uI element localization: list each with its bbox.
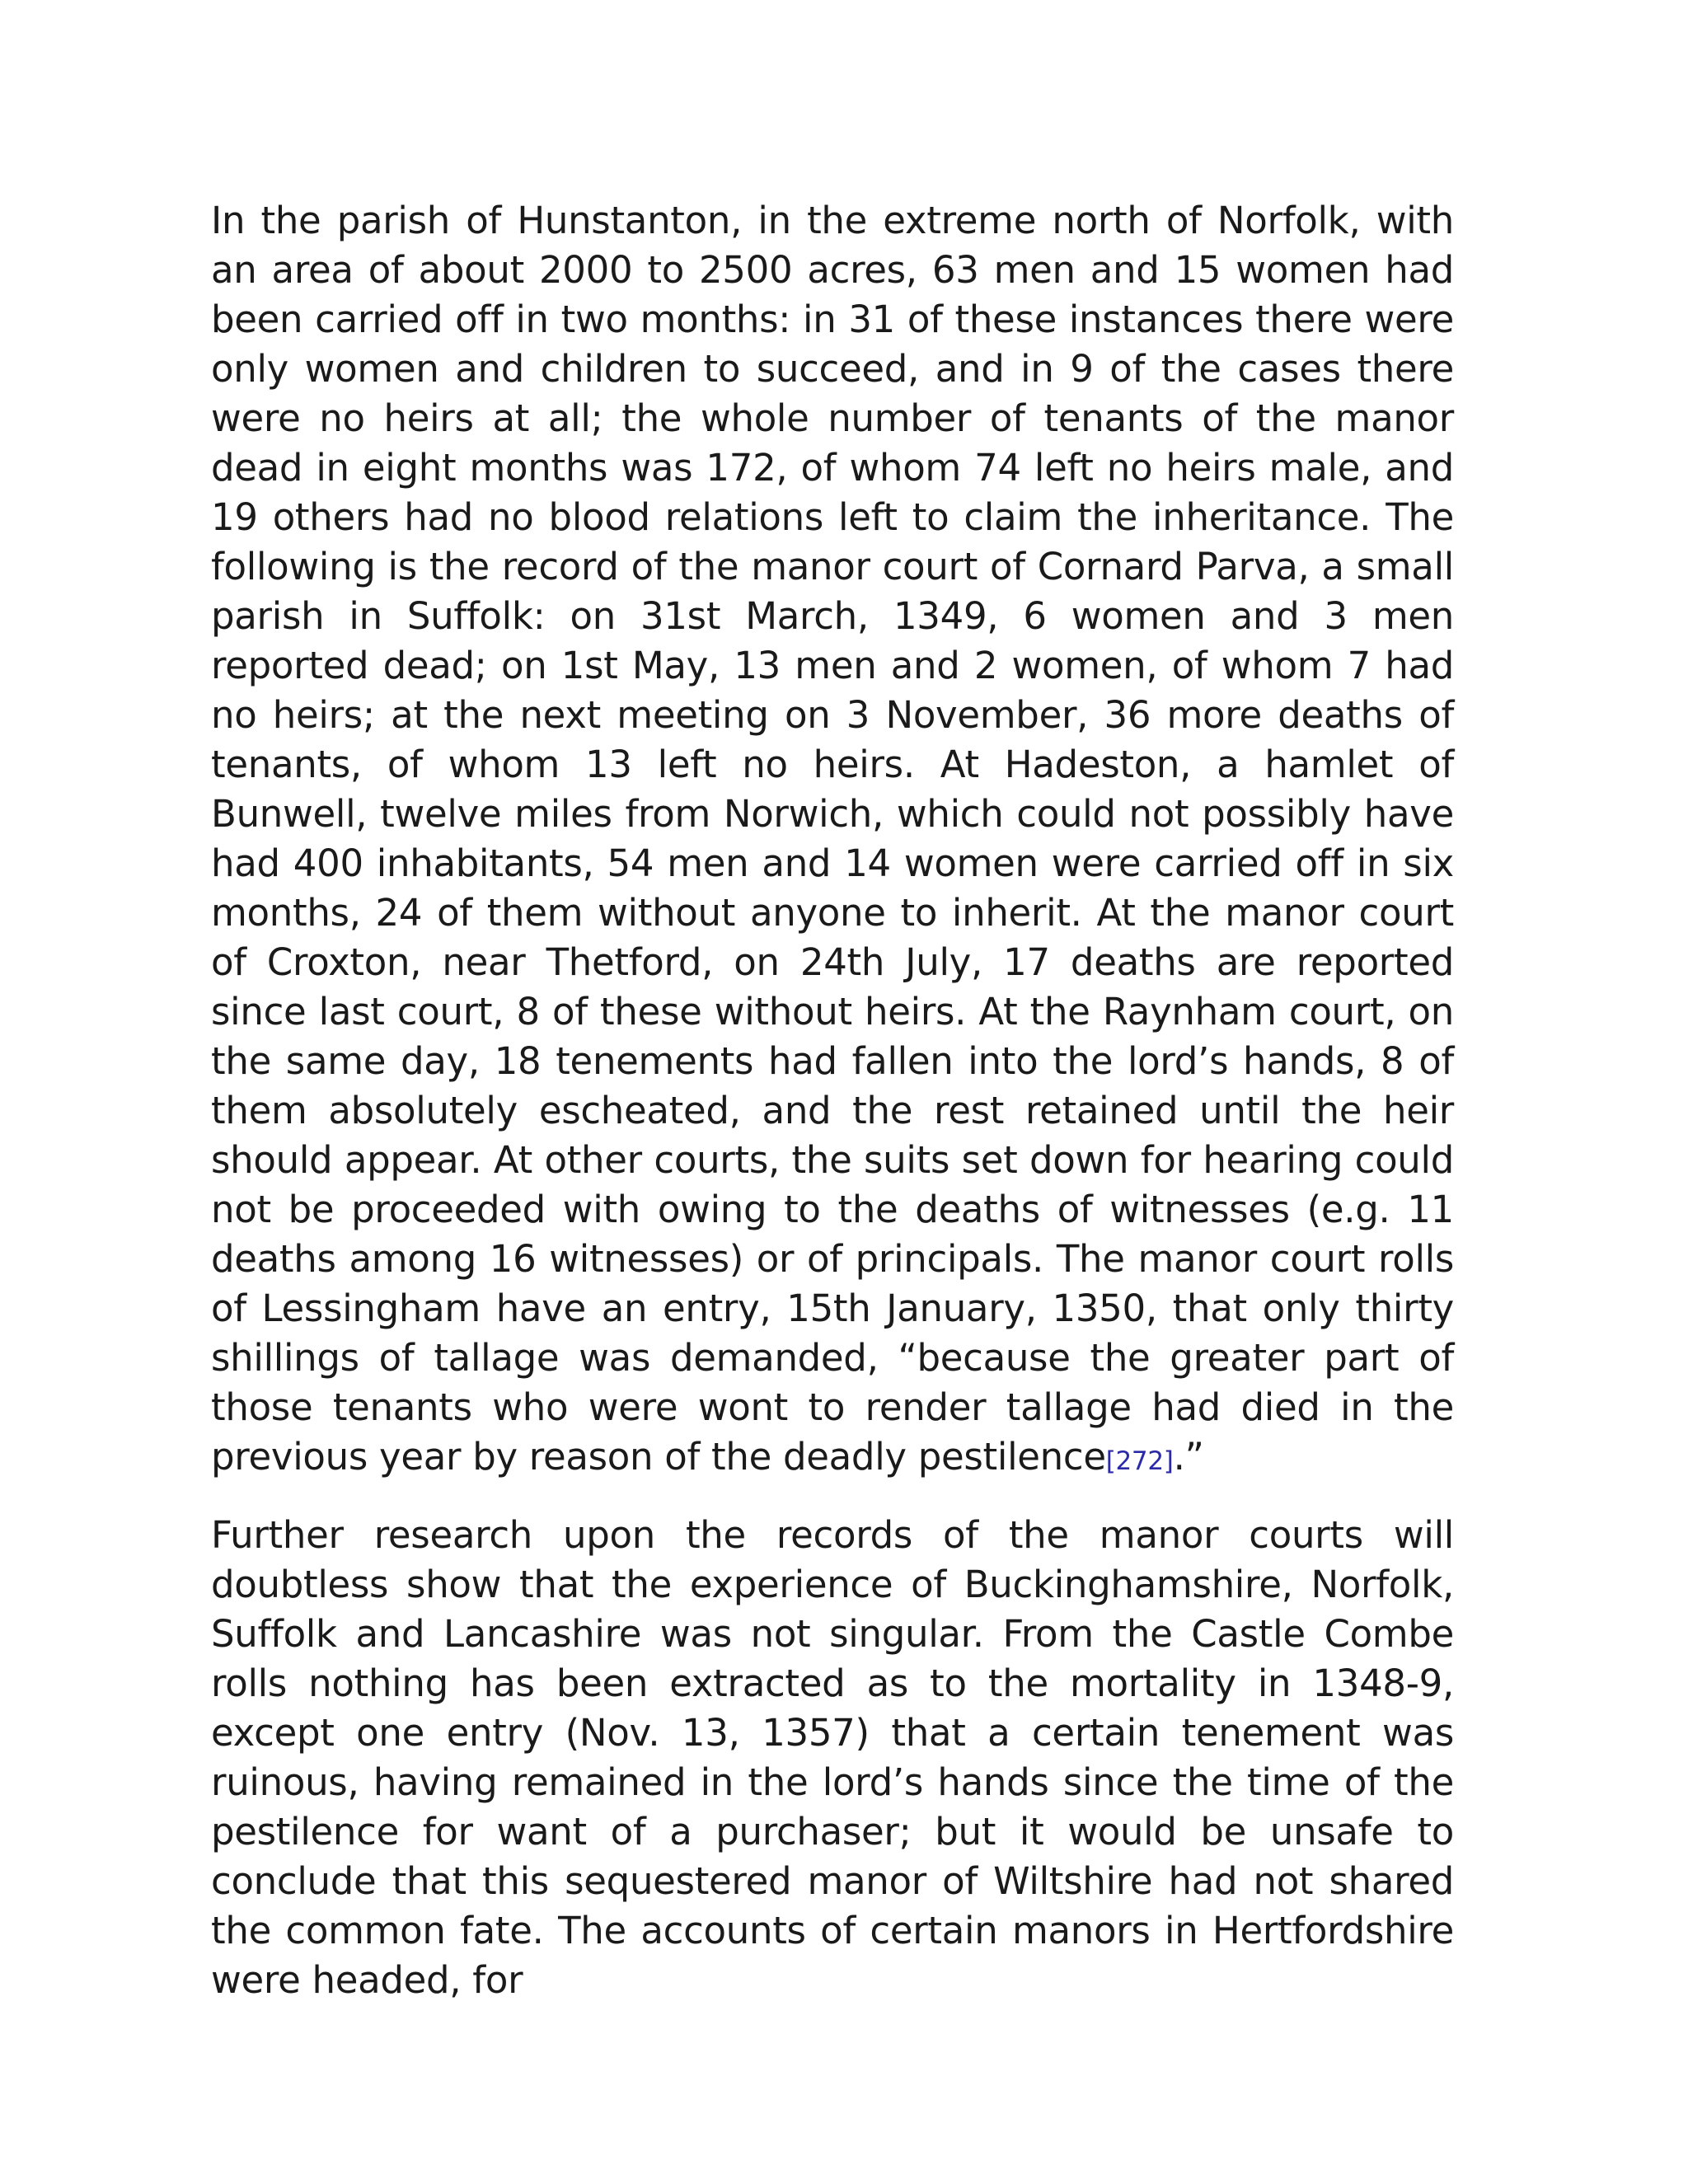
paragraph-1-text: In the parish of Hunstanton, in the extreme north of Norfolk, with an area of about 2000 to 2500 acres, 63 men and 15 women had been carried off in two months: in 31 of these instances there were only women and children to succeed, and in 9 of the cases there were no heirs at all; the whole number of tenants of the manor dead in eight months was 172, of whom 74 left no heirs male, and 19 others had no blood relations left to claim the inheritance. The following is the record of the manor court of Cornard Parva, a small parish in Suffolk: on 31st March, 1349, 6 women and 3 men reported dead; on 1st May, 13 men and 2 women, of whom 7 had no heirs; at the next meeting on 3 November, 36 more deaths of tenants, of whom 13 left no heirs. At Hadeston, a hamlet of Bunwell, twelve miles from Norwich, which could not possibly have had 400 inhabitants, 54 men and 14 women were carried off in six months, 24 of them without anyone to inherit. At the manor court of Croxton, near Thetford, on 24th July, 17 deaths are reported since last court, 8 of these without heirs. At the Raynham court, on the same day, 18 tenements had fallen into the lord’s hands, 8 of them absolutely escheated, and the rest retained until the heir should appear. At other courts, the suits set down for hearing could not be proceeded with owing to the deaths of witnesses (e.g. 11 deaths among 16 witnesses) or of principals. The manor court rolls of Lessingham have an entry, 15th January, 1350, that only thirty shillings of tallage was demanded, “because the greater part of those tenants who were wont to render tallage had died in the previous year by reason of the deadly pestilence xyxy=(211,199,1454,1479)
document-page xyxy=(211,196,1454,2005)
paragraph-2-text: Further research upon the records of the manor courts will doubtless show that the experience of Buckinghamshire, Norfolk, Suffolk and Lancashire was not singular. From the Castle Combe rolls nothing has been extracted as to the mortality in 1348-9, except one entry (Nov. 13, 1357) that a certain tenement was ruinous, having remained in the lord’s hands since the time of the pestilence for want of a purchaser; but it would be unsafe to conclude that this sequestered manor of Wiltshire had not shared the common fate. The accounts of certain manors in Hertfordshire were headed, for xyxy=(211,1513,1454,2002)
paragraph-1 xyxy=(211,196,1454,1486)
paragraph-1-tail: .” xyxy=(1173,1435,1204,1479)
footnote-ref-272[interactable]: [272] xyxy=(1105,1446,1174,1476)
paragraph-2 xyxy=(211,1511,1454,2005)
